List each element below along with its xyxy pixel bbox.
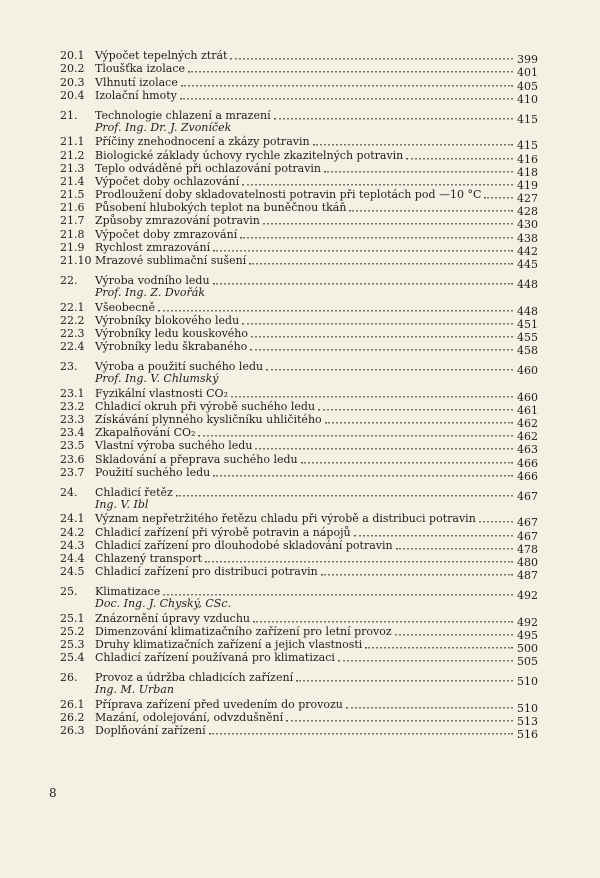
toc-entry	[60, 439, 538, 457]
entry-number: 26.	[60, 671, 78, 685]
toc-entry	[60, 75, 538, 93]
entry-title: Teplo odváděné při ochlazování potravin	[95, 161, 322, 175]
dot-leader	[346, 706, 513, 708]
entry-title: Izolační hmoty	[95, 88, 177, 102]
entry-number: 23.5	[60, 439, 85, 453]
dot-leader	[479, 521, 513, 523]
dot-leader	[396, 547, 513, 549]
entry-title: Prodloužení doby skladovatelnosti potravin při teplotách pod —10 °C	[95, 188, 482, 202]
entry-page: 418	[517, 165, 538, 179]
entry-number: 22.4	[60, 340, 85, 354]
dot-leader	[274, 118, 513, 120]
entry-number: 20.3	[60, 75, 85, 89]
entry-page: 478	[517, 542, 538, 556]
toc-entry	[60, 201, 538, 219]
entry-number: 24.2	[60, 525, 85, 539]
entry-page: 460	[517, 364, 538, 378]
toc-entry	[60, 651, 538, 669]
entry-title: Výrobníky ledu škrabaného	[95, 340, 248, 354]
toc-entry	[60, 148, 538, 166]
entry-page: 500	[517, 642, 538, 656]
entry-number: 26.2	[60, 711, 85, 724]
entry-page: 438	[517, 231, 538, 245]
chapter-author: Prof. Ing. Dr. J. Zvoníček	[95, 120, 232, 134]
entry-page: 448	[517, 278, 538, 292]
entry-title: Fyzikální vlastnosti CO₂	[95, 386, 228, 400]
entry-title: Chladicí zařízení používaná pro klimatizaci	[95, 651, 335, 665]
toc-entry	[60, 340, 538, 358]
entry-title: Výpočet tepelných ztrát	[95, 49, 228, 63]
entry-title: Vlastní výroba suchého ledu	[95, 439, 253, 453]
entry-title: Mazání, odolejování, odvzdušnění	[95, 711, 284, 724]
entry-title: Chladicí okruh při výrobě suchého ledu	[95, 399, 316, 413]
entry-page: 462	[517, 417, 538, 431]
dot-leader	[180, 97, 513, 99]
entry-title: Výpočet doby zmrazování	[95, 227, 238, 241]
entry-title: Výrobníky ledu kouskového	[95, 326, 249, 340]
toc-entry	[60, 413, 538, 431]
entry-number: 23.2	[60, 399, 85, 413]
entry-page: 467	[517, 516, 538, 530]
entry-page: 467	[517, 490, 538, 503]
entry-number: 22.2	[60, 313, 85, 327]
entry-number: 20.1	[60, 49, 85, 63]
entry-title: Význam nepřetržitého řetězu chladu při výrobě a distribuci potravin	[95, 512, 476, 526]
entry-title: Druhy klimatizačních zařízení a jejich vlastnosti	[95, 638, 363, 652]
toc-entry	[60, 227, 538, 245]
chapter-author: Doc. Ing. J. Chyský, CSc.	[95, 597, 231, 611]
entry-page: 427	[517, 192, 538, 206]
toc-entry	[60, 465, 538, 483]
dot-leader	[213, 249, 513, 251]
entry-number: 25.2	[60, 624, 85, 638]
entry-title: Výpočet doby ochlazování	[95, 174, 240, 188]
entry-page: 455	[517, 330, 538, 344]
dot-leader	[198, 435, 513, 437]
entry-title: Použití suchého ledu	[95, 465, 211, 479]
dot-leader	[249, 263, 513, 265]
entry-title: Rychlost zmrazování	[95, 240, 211, 254]
entry-number: 21.2	[60, 148, 85, 162]
entry-page: 487	[517, 569, 538, 583]
entry-title: Biologické základy úchovy rychle zkazitelných potravin	[95, 148, 404, 162]
entry-page: 448	[517, 304, 538, 318]
entry-page: 462	[517, 430, 538, 444]
toc-entry	[60, 697, 538, 715]
entry-number: 21.8	[60, 227, 85, 241]
toc-entry	[60, 711, 538, 728]
entry-title: Působení hlubokých teplot na buněčnou tkáň	[95, 201, 347, 215]
entry-page: 442	[517, 244, 538, 258]
entry-page: 428	[517, 205, 538, 219]
dot-leader	[286, 720, 513, 722]
entry-number: 21.5	[60, 188, 85, 202]
dot-leader	[176, 495, 513, 497]
entry-number: 25.	[60, 585, 78, 599]
entry-page: 419	[517, 178, 538, 192]
entry-page: 467	[517, 529, 538, 543]
dot-leader	[484, 197, 513, 199]
dot-leader	[188, 71, 513, 73]
entry-number: 21.	[60, 108, 78, 122]
dot-leader	[313, 144, 513, 146]
entry-number: 21.10	[60, 254, 92, 267]
entry-number: 23.	[60, 360, 78, 374]
dot-leader	[251, 336, 513, 338]
dot-leader	[242, 322, 513, 324]
chapter-entry	[60, 108, 538, 126]
entry-title: Provoz a údržba chladicích zařízení	[95, 671, 294, 685]
dot-leader	[354, 534, 513, 536]
toc-entry	[60, 313, 538, 331]
entry-page: 415	[517, 139, 538, 153]
entry-number: 21.1	[60, 135, 85, 149]
dot-leader	[209, 733, 513, 735]
entry-number: 21.6	[60, 201, 85, 215]
chapter-author: Ing. V. Ibl	[95, 498, 149, 511]
entry-title: Tloušťka izolace	[95, 62, 186, 76]
dot-leader	[301, 461, 513, 463]
toc-entry	[60, 565, 538, 583]
toc-entry	[60, 174, 538, 192]
entry-number: 20.4	[60, 88, 85, 102]
toc-entry	[60, 188, 538, 206]
dot-leader	[255, 448, 513, 450]
entry-title: Znázornění úpravy vzduchu	[95, 611, 250, 625]
dot-leader	[321, 574, 513, 576]
dot-leader	[406, 157, 513, 159]
toc-entry	[60, 624, 538, 642]
chapter-author: Ing. M. Urban	[95, 683, 174, 697]
dot-leader	[318, 408, 513, 410]
dot-leader	[158, 309, 513, 311]
dot-leader	[240, 236, 513, 238]
entry-page: 461	[517, 403, 538, 417]
entry-number: 22.1	[60, 300, 85, 314]
entry-number: 21.4	[60, 174, 85, 188]
toc-entry	[60, 512, 538, 530]
entry-page: 463	[517, 443, 538, 457]
entry-number: 24.1	[60, 512, 85, 526]
entry-number: 23.4	[60, 426, 85, 440]
toc-entry	[60, 538, 538, 556]
dot-leader	[325, 422, 513, 424]
entry-title: Výrobníky blokového ledu	[95, 313, 240, 327]
entry-page: 495	[517, 628, 538, 642]
toc-entry	[60, 49, 538, 67]
entry-page: 430	[517, 218, 538, 232]
entry-title: Příčiny znehodnocení a zkázy potravin	[95, 135, 310, 149]
dot-leader	[324, 170, 513, 172]
entry-number: 21.7	[60, 214, 85, 228]
entry-page: 460	[517, 390, 538, 404]
dot-leader	[230, 58, 513, 60]
entry-page: 492	[517, 589, 538, 603]
entry-page: 505	[517, 655, 538, 669]
entry-title: Výroba vodního ledu	[95, 274, 210, 288]
dot-leader	[266, 369, 513, 371]
entry-page: 405	[517, 79, 538, 93]
dot-leader	[181, 84, 513, 86]
entry-title: Klimatizace	[95, 585, 161, 599]
entry-page: 410	[517, 92, 538, 106]
entry-title: Technologie chlazení a mrazení	[95, 108, 271, 122]
dot-leader	[349, 210, 513, 212]
entry-page: 510	[517, 701, 538, 715]
entry-page: 445	[517, 258, 538, 271]
entry-number: 25.3	[60, 638, 85, 652]
dot-leader	[205, 561, 513, 563]
toc-entry	[60, 300, 538, 318]
entry-number: 25.1	[60, 611, 85, 625]
toc-entry	[60, 399, 538, 417]
entry-number: 23.7	[60, 465, 85, 479]
entry-page: 510	[517, 675, 538, 689]
dot-leader	[242, 183, 513, 185]
entry-page: 466	[517, 456, 538, 470]
dot-leader	[253, 620, 513, 622]
entry-number: 24.3	[60, 538, 85, 552]
toc-entry	[60, 386, 538, 404]
entry-number: 23.3	[60, 413, 85, 427]
chapter-author: Prof. Ing. Z. Dvořák	[95, 286, 205, 300]
dot-leader	[213, 283, 513, 285]
entry-page: 466	[517, 469, 538, 483]
toc-entry	[60, 724, 538, 742]
dot-leader	[365, 647, 513, 649]
entry-number: 23.1	[60, 386, 85, 400]
toc-entry	[60, 161, 538, 179]
entry-title: Mrazové sublimační sušení	[95, 254, 247, 267]
toc-entry	[60, 326, 538, 344]
entry-page: 416	[517, 152, 538, 166]
toc-entry	[60, 88, 538, 106]
toc-entry	[60, 525, 538, 543]
entry-number: 25.4	[60, 651, 85, 665]
dot-leader	[263, 223, 513, 225]
toc-entry	[60, 638, 538, 656]
dot-leader	[213, 474, 513, 476]
entry-page: 513	[517, 715, 538, 728]
entry-page: 458	[517, 344, 538, 358]
entry-page: 492	[517, 615, 538, 629]
entry-number: 22.3	[60, 326, 85, 340]
entry-page: 516	[517, 728, 538, 742]
toc-entry	[60, 551, 538, 569]
entry-title: Chladicí řetěz	[95, 486, 173, 499]
toc-entry	[60, 135, 538, 153]
entry-title: Skladování a přeprava suchého ledu	[95, 452, 298, 466]
entry-number: 24.	[60, 486, 78, 499]
entry-number: 20.2	[60, 62, 85, 76]
entry-number: 24.5	[60, 565, 85, 579]
toc-entry	[60, 62, 538, 80]
entry-number: 23.6	[60, 452, 85, 466]
entry-page: 415	[517, 112, 538, 126]
entry-title: Dimenzování klimatizačního zařízení pro letní provoz	[95, 624, 392, 638]
dot-leader	[250, 349, 513, 351]
dot-leader	[163, 594, 513, 596]
entry-title: Získávání plynného kysličníku uhličitého	[95, 413, 322, 427]
dot-leader	[395, 633, 513, 635]
chapter-author: Prof. Ing. V. Chlumský	[95, 372, 219, 386]
toc-entry	[60, 426, 538, 444]
entry-number: 21.9	[60, 240, 85, 254]
entry-number: 21.3	[60, 161, 85, 175]
dot-leader	[296, 680, 513, 682]
entry-page: 401	[517, 66, 538, 80]
entry-number: 24.4	[60, 551, 85, 565]
toc-entry	[60, 214, 538, 232]
entry-title: Chladicí zařízení pro dlouhodobé skladování potravin	[95, 538, 393, 552]
entry-title: Doplňování zařízení	[95, 724, 206, 738]
dot-leader	[338, 660, 513, 662]
entry-number: 26.1	[60, 697, 85, 711]
entry-title: Chlazený transport	[95, 551, 202, 565]
toc-entry	[60, 611, 538, 629]
entry-number: 22.	[60, 274, 78, 288]
entry-page: 451	[517, 317, 538, 331]
toc-entry	[60, 240, 538, 258]
entry-title: Způsoby zmrazování potravin	[95, 214, 260, 228]
entry-title: Chladicí zařízení pro distribuci potravin	[95, 565, 318, 579]
entry-page: 480	[517, 555, 538, 569]
entry-title: Zkapalňování CO₂	[95, 426, 196, 440]
table-of-contents	[60, 49, 538, 742]
entry-number: 26.3	[60, 724, 85, 738]
toc-entry	[60, 452, 538, 470]
toc-entry	[60, 254, 538, 271]
entry-title: Výroba a použití suchého ledu	[95, 360, 264, 374]
entry-title: Chladicí zařízení při výrobě potravin a nápojů	[95, 525, 351, 539]
dot-leader	[231, 395, 513, 397]
entry-page: 399	[517, 53, 538, 67]
page-number: 8	[49, 786, 57, 800]
entry-title: Příprava zařízení před uvedením do provozu	[95, 697, 343, 711]
entry-title: Vlhnutí izolace	[95, 75, 178, 89]
entry-title: Všeobecně	[95, 300, 156, 314]
